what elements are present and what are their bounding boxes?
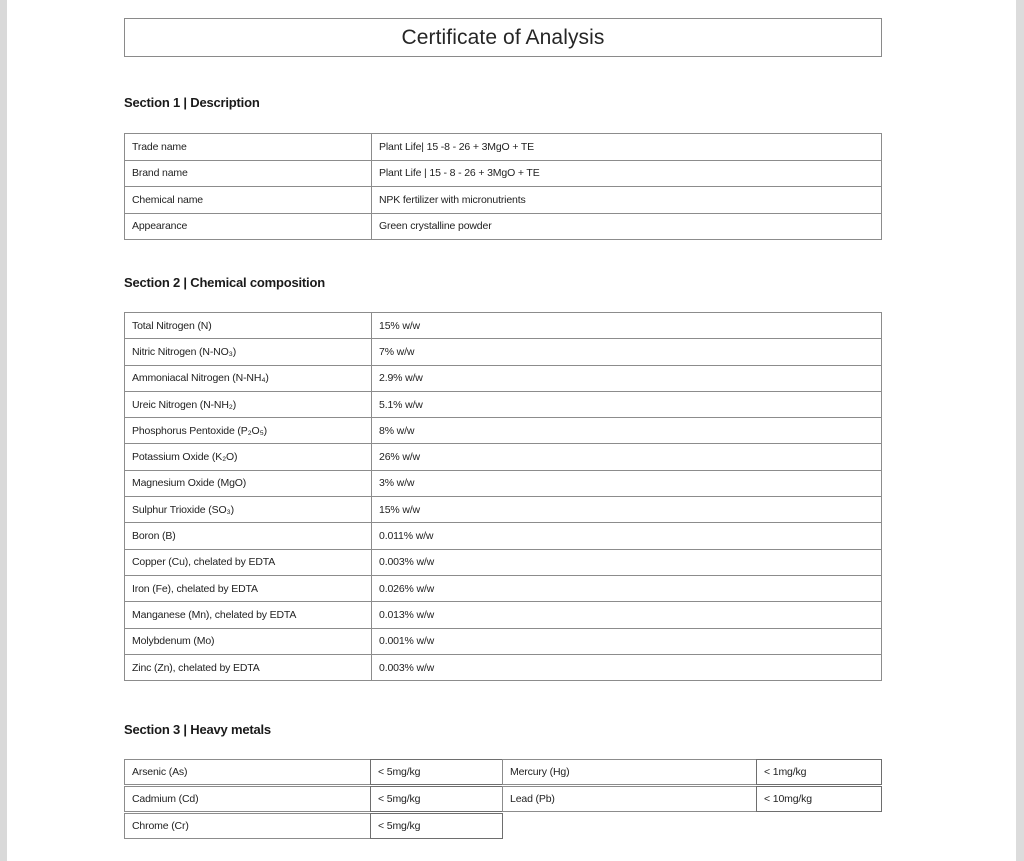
row-value: 2.9% w/w bbox=[372, 365, 882, 391]
row-label: Molybdenum (Mo) bbox=[125, 628, 372, 654]
row-value: 8% w/w bbox=[372, 418, 882, 444]
table-row bbox=[125, 160, 882, 187]
metal-value: < 1mg/kg bbox=[756, 759, 882, 785]
metal-value: < 5mg/kg bbox=[370, 813, 503, 839]
row-value: 26% w/w bbox=[372, 444, 882, 470]
metal-label: Cadmium (Cd) bbox=[124, 786, 371, 812]
row-label: Iron (Fe), chelated by EDTA bbox=[125, 575, 372, 601]
table-row bbox=[125, 523, 882, 549]
metal-value: < 10mg/kg bbox=[756, 786, 882, 812]
row-label: Nitric Nitrogen (N-NO₃) bbox=[125, 339, 372, 365]
row-label: Total Nitrogen (N) bbox=[125, 313, 372, 339]
table-row bbox=[125, 418, 882, 444]
table-row bbox=[125, 391, 882, 417]
table-row bbox=[125, 654, 882, 680]
row-label: Sulphur Trioxide (SO₃) bbox=[125, 497, 372, 523]
row-value: 3% w/w bbox=[372, 470, 882, 496]
table-row bbox=[125, 497, 882, 523]
section-2-heading: Section 2 | Chemical composition bbox=[124, 275, 325, 290]
table-row bbox=[125, 339, 882, 365]
row-label: Appearance bbox=[125, 213, 372, 240]
row-label: Magnesium Oxide (MgO) bbox=[125, 470, 372, 496]
table-row bbox=[125, 313, 882, 339]
metal-value: < 5mg/kg bbox=[370, 759, 503, 785]
row-label: Phosphorus Pentoxide (P₂O₅) bbox=[125, 418, 372, 444]
row-value: Plant Life| 15 -8 - 26 + 3MgO + TE bbox=[372, 134, 882, 161]
metal-label: Arsenic (As) bbox=[124, 759, 371, 785]
chemical-composition-table bbox=[124, 312, 882, 681]
row-label: Copper (Cu), chelated by EDTA bbox=[125, 549, 372, 575]
row-value: 0.013% w/w bbox=[372, 602, 882, 628]
row-value: Green crystalline powder bbox=[372, 213, 882, 240]
row-value: NPK fertilizer with micronutrients bbox=[372, 187, 882, 214]
document-title bbox=[124, 18, 882, 57]
table-row bbox=[125, 575, 882, 601]
description-table bbox=[124, 133, 882, 240]
table-row bbox=[125, 134, 882, 161]
section-1-heading: Section 1 | Description bbox=[124, 95, 260, 110]
row-value: 0.026% w/w bbox=[372, 575, 882, 601]
row-value: 5.1% w/w bbox=[372, 391, 882, 417]
section-3-heading: Section 3 | Heavy metals bbox=[124, 722, 271, 737]
table-row bbox=[125, 213, 882, 240]
metal-label: Chrome (Cr) bbox=[124, 813, 371, 839]
document-title-text: Certificate of Analysis bbox=[401, 25, 605, 49]
row-label: Manganese (Mn), chelated by EDTA bbox=[125, 602, 372, 628]
row-label: Zinc (Zn), chelated by EDTA bbox=[125, 654, 372, 680]
metal-value: < 5mg/kg bbox=[370, 786, 503, 812]
metal-label: Lead (Pb) bbox=[502, 786, 757, 812]
table-row bbox=[125, 602, 882, 628]
table-row bbox=[125, 365, 882, 391]
row-label: Brand name bbox=[125, 160, 372, 187]
row-value: Plant Life | 15 - 8 - 26 + 3MgO + TE bbox=[372, 160, 882, 187]
table-row bbox=[125, 628, 882, 654]
heavy-metals-table bbox=[124, 759, 884, 841]
row-label: Trade name bbox=[125, 134, 372, 161]
table-row bbox=[125, 470, 882, 496]
row-value: 0.011% w/w bbox=[372, 523, 882, 549]
row-value: 0.003% w/w bbox=[372, 654, 882, 680]
row-label: Chemical name bbox=[125, 187, 372, 214]
table-row bbox=[125, 187, 882, 214]
row-value: 0.001% w/w bbox=[372, 628, 882, 654]
metal-label: Mercury (Hg) bbox=[502, 759, 757, 785]
row-value: 7% w/w bbox=[372, 339, 882, 365]
row-value: 15% w/w bbox=[372, 497, 882, 523]
table-row bbox=[125, 549, 882, 575]
row-value: 15% w/w bbox=[372, 313, 882, 339]
row-label: Ureic Nitrogen (N-NH₂) bbox=[125, 391, 372, 417]
row-label: Ammoniacal Nitrogen (N-NH₄) bbox=[125, 365, 372, 391]
row-label: Potassium Oxide (K₂O) bbox=[125, 444, 372, 470]
table-row bbox=[125, 444, 882, 470]
row-value: 0.003% w/w bbox=[372, 549, 882, 575]
row-label: Boron (B) bbox=[125, 523, 372, 549]
